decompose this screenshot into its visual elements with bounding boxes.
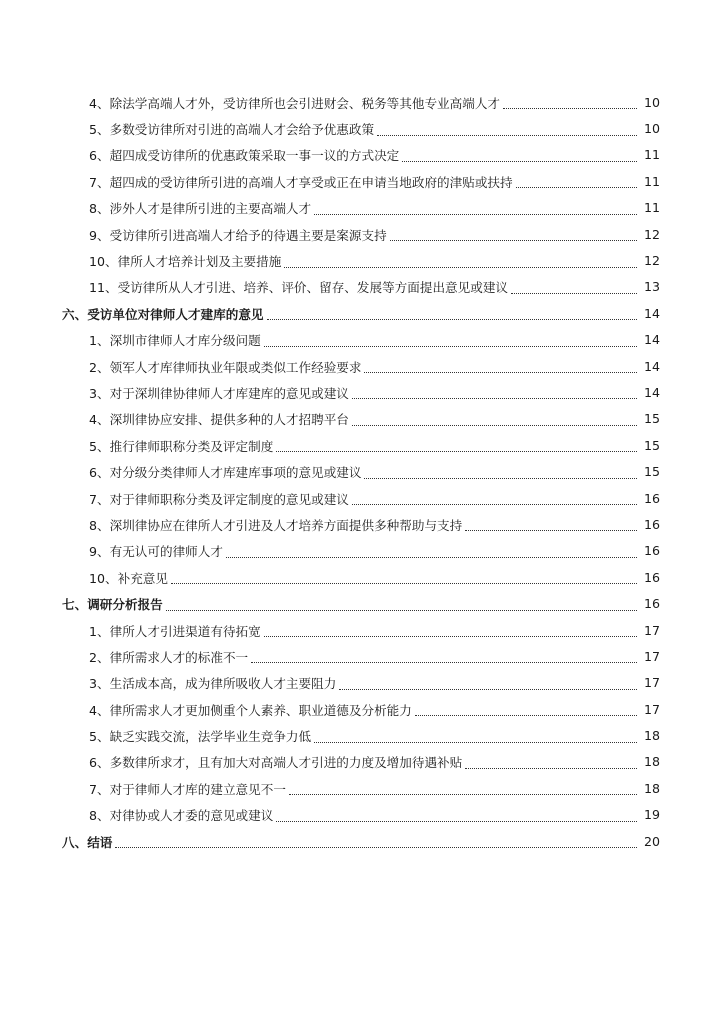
toc-entry[interactable]: [0, 775, 724, 801]
dot-leader: [276, 820, 637, 822]
toc-page-number: 10: [643, 121, 660, 137]
dot-leader: [364, 371, 637, 373]
toc-entry[interactable]: [0, 643, 724, 669]
toc-entry-label: 10、补充意见: [89, 570, 168, 586]
toc-entry-label: 2、律所需求人才的标准不一: [89, 649, 249, 665]
toc-entry-label: 8、深圳律协应在律所人才引进及人才培养方面提供多种帮助与支持: [89, 517, 463, 533]
toc-entry[interactable]: [0, 722, 724, 748]
toc-page-number: 14: [643, 305, 660, 321]
toc-entry-label: 9、受访律所引进高端人才给予的待遇主要是案源支持: [89, 227, 387, 243]
dot-leader: [390, 239, 637, 241]
dot-leader: [339, 688, 637, 690]
dot-leader: [115, 846, 637, 848]
dot-leader: [267, 318, 638, 320]
toc-entry[interactable]: [0, 406, 724, 432]
dot-leader: [503, 107, 637, 109]
toc-entry[interactable]: [0, 89, 724, 115]
toc-page-number: 17: [643, 648, 660, 664]
dot-leader: [352, 424, 637, 426]
toc-page-number: 14: [643, 358, 660, 374]
dot-leader: [511, 292, 637, 294]
toc-entry-label: 七、调研分析报告: [62, 597, 163, 613]
toc-page-number: 11: [643, 173, 660, 189]
toc-entry[interactable]: [0, 221, 724, 247]
toc-page-number: 18: [643, 780, 660, 796]
toc-entry[interactable]: [0, 115, 724, 141]
toc-entry-label: 1、深圳市律师人才库分级问题: [89, 333, 261, 349]
toc-page-number: 12: [643, 226, 660, 242]
toc-entry[interactable]: [0, 458, 724, 484]
dot-leader: [264, 635, 637, 637]
toc-entry[interactable]: [0, 353, 724, 379]
toc-entry[interactable]: [0, 432, 724, 458]
toc-page-number: 14: [643, 384, 660, 400]
dot-leader: [284, 266, 637, 268]
toc-entry-label: 8、对律协或人才委的意见或建议: [89, 808, 274, 824]
toc-page-number: 12: [643, 253, 660, 269]
toc-entry[interactable]: [0, 485, 724, 511]
toc-section-heading[interactable]: [0, 590, 724, 616]
toc-page-number: 11: [643, 200, 660, 216]
toc-entry[interactable]: [0, 142, 724, 168]
toc-section-heading[interactable]: [0, 300, 724, 326]
dot-leader: [377, 134, 637, 136]
toc-page-number: 16: [643, 516, 660, 532]
toc-page-number: 16: [643, 596, 660, 612]
toc-entry[interactable]: [0, 274, 724, 300]
toc-entry-label: 6、对分级分类律师人才库建库事项的意见或建议: [89, 465, 362, 481]
toc-entry-label: 7、对于律师职称分类及评定制度的意见或建议: [89, 491, 349, 507]
toc-entry-label: 六、受访单位对律师人才建库的意见: [62, 306, 264, 322]
toc-page-number: 14: [643, 332, 660, 348]
toc-page-number: 17: [643, 622, 660, 638]
toc-entry-label: 3、对于深圳律协律师人才库建库的意见或建议: [89, 385, 349, 401]
toc-page-number: 20: [643, 833, 660, 849]
toc-page-number: 19: [643, 807, 660, 823]
dot-leader: [364, 477, 637, 479]
dot-leader: [276, 450, 637, 452]
toc-page-number: 15: [643, 437, 660, 453]
toc-entry[interactable]: [0, 511, 724, 537]
toc-entry-label: 八、结语: [62, 834, 113, 850]
toc-entry-label: 4、除法学高端人才外，受访律所也会引进财会、税务等其他专业高端人才: [89, 95, 501, 111]
toc-entry-label: 6、超四成受访律所的优惠政策采取一事一议的方式决定: [89, 148, 400, 164]
toc-entry[interactable]: [0, 379, 724, 405]
dot-leader: [415, 714, 637, 716]
dot-leader: [264, 345, 637, 347]
toc-page-number: 15: [643, 411, 660, 427]
toc-entry-label: 7、对于律师人才库的建立意见不一: [89, 781, 286, 797]
toc-page-number: 13: [643, 279, 660, 295]
toc-page-number: 17: [643, 675, 660, 691]
toc-entry[interactable]: [0, 247, 724, 273]
dot-leader: [171, 582, 637, 584]
toc-entry-label: 10、律所人才培养计划及主要措施: [89, 254, 282, 270]
toc-entry[interactable]: [0, 670, 724, 696]
toc-page-number: 15: [643, 464, 660, 480]
toc-entry[interactable]: [0, 617, 724, 643]
toc-page-number: 17: [643, 701, 660, 717]
toc-page-number: 18: [643, 754, 660, 770]
toc-entry[interactable]: [0, 564, 724, 590]
toc-entry-label: 11、受访律所从人才引进、培养、评价、留存、发展等方面提出意见或建议: [89, 280, 509, 296]
toc-entry-label: 8、涉外人才是律所引进的主要高端人才: [89, 201, 312, 217]
dot-leader: [465, 529, 637, 531]
toc-page-number: 16: [643, 490, 660, 506]
toc-entry[interactable]: [0, 749, 724, 775]
dot-leader: [289, 793, 637, 795]
toc-page-number: 18: [643, 728, 660, 744]
dot-leader: [314, 213, 637, 215]
toc-entry-label: 9、有无认可的律师人才: [89, 544, 223, 560]
toc-entry-label: 2、领军人才库律师执业年限或类似工作经验要求: [89, 359, 362, 375]
dot-leader: [314, 741, 637, 743]
toc-entry-label: 5、推行律师职称分类及评定制度: [89, 438, 274, 454]
toc-entry[interactable]: [0, 168, 724, 194]
dot-leader: [516, 186, 637, 188]
dot-leader: [465, 767, 637, 769]
toc-entry-label: 5、多数受访律所对引进的高端人才会给予优惠政策: [89, 122, 375, 138]
toc-entry-label: 4、深圳律协应安排、提供多种的人才招聘平台: [89, 412, 349, 428]
dot-leader: [251, 661, 637, 663]
dot-leader: [226, 556, 637, 558]
toc-entry-label: 7、超四成的受访律所引进的高端人才享受或正在申请当地政府的津贴或扶持: [89, 174, 513, 190]
toc-page-number: 11: [643, 147, 660, 163]
table-of-contents: [0, 89, 724, 854]
toc-entry[interactable]: [0, 538, 724, 564]
toc-entry-label: 4、律所需求人才更加侧重个人素养、职业道德及分析能力: [89, 702, 412, 718]
toc-entry[interactable]: [0, 802, 724, 828]
toc-entry[interactable]: [0, 327, 724, 353]
toc-section-heading[interactable]: [0, 828, 724, 854]
toc-entry[interactable]: [0, 696, 724, 722]
dot-leader: [352, 397, 637, 399]
toc-entry-label: 6、多数律所求才，且有加大对高端人才引进的力度及增加待遇补贴: [89, 755, 463, 771]
toc-page-number: 16: [643, 569, 660, 585]
dot-leader: [352, 503, 637, 505]
toc-entry-label: 3、生活成本高，成为律所吸收人才主要阻力: [89, 676, 337, 692]
toc-entry[interactable]: [0, 195, 724, 221]
toc-page-number: 10: [643, 94, 660, 110]
toc-entry-label: 1、律所人才引进渠道有待拓宽: [89, 623, 261, 639]
toc-entry-label: 5、缺乏实践交流，法学毕业生竞争力低: [89, 729, 312, 745]
dot-leader: [402, 160, 637, 162]
dot-leader: [166, 609, 637, 611]
toc-page-number: 16: [643, 543, 660, 559]
